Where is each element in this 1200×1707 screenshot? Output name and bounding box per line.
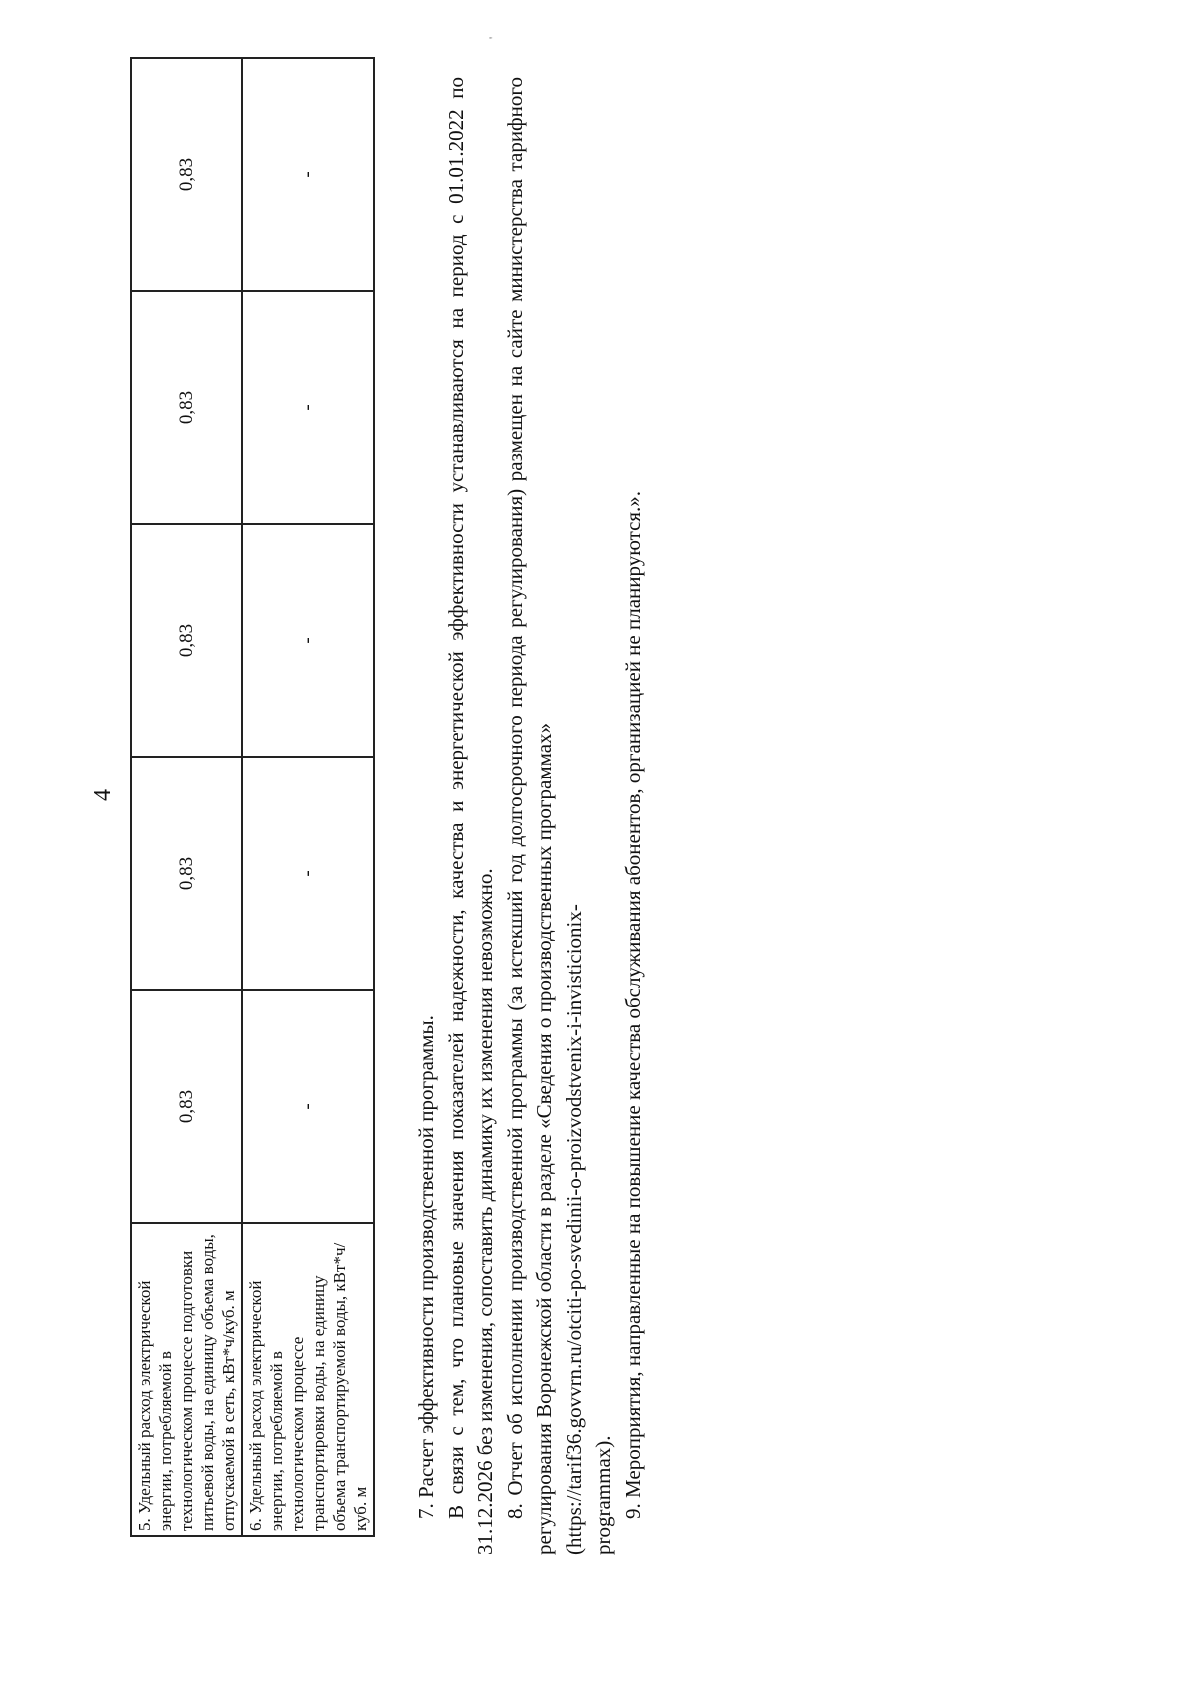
indicator-value: - bbox=[242, 990, 374, 1223]
indicator-label: 5. Удельный расход электрической энергии, потребляемой в технологическом процессе подготовки питьевой воды, на единицу объема воды, отпускаемой в сеть, кВт*ч/куб. м bbox=[131, 1223, 242, 1536]
indicator-value: 0,83 bbox=[131, 58, 242, 291]
indicator-value: - bbox=[242, 524, 374, 757]
section-8-url-line-2: programmax). bbox=[591, 1435, 615, 1555]
indicators-table bbox=[130, 57, 375, 1537]
indicator-value: - bbox=[242, 58, 374, 291]
section-7-title: 7. Расчет эффективности производственной программы. bbox=[414, 1015, 438, 1519]
indicator-label: 6. Удельный расход электрической энергии, потребляемой в технологическом процессе транспортировки воды, на единицу объема транспортируемой воды, кВт*ч/куб. м bbox=[242, 1223, 374, 1536]
indicator-value: 0,83 bbox=[131, 990, 242, 1223]
section-7-text: В связи с тем, что плановые значения показателей надежности, качества и энергетической эффективности устанавливаются на период с 01.01.2022 по 31.12.2026 без изменения, сопоставить динамику их изменения невозможно. bbox=[443, 77, 497, 1555]
section-8-url bbox=[560, 77, 619, 1555]
table-row bbox=[242, 58, 374, 1536]
scan-mark: ' bbox=[486, 36, 500, 39]
indicator-value: - bbox=[242, 757, 374, 990]
indicator-value: 0,83 bbox=[131, 757, 242, 990]
indicator-value: 0,83 bbox=[131, 524, 242, 757]
section-9-text: 9. Мероприятия, направленные на повышение качества обслуживания абонентов, организацией не планируются.». bbox=[620, 490, 645, 1519]
section-8-text: 8. Отчет об исполнении производственной программы (за истекший год долгосрочного периода регулирования) размещен на сайте министерства тарифного регулирования Воронежской области в разделе «Сведения о производственных программах» bbox=[502, 77, 556, 1555]
body-text bbox=[412, 77, 648, 1555]
indicator-value: 0,83 bbox=[131, 291, 242, 524]
page-number: 4 bbox=[90, 789, 116, 801]
indicator-value: - bbox=[242, 291, 374, 524]
table-row bbox=[131, 58, 242, 1536]
section-8-url-line-1: (https://tarif36.govvrn.ru/otciti-po-svedinii-o-proizvodstvenix-i-invisticionix- bbox=[561, 904, 586, 1555]
